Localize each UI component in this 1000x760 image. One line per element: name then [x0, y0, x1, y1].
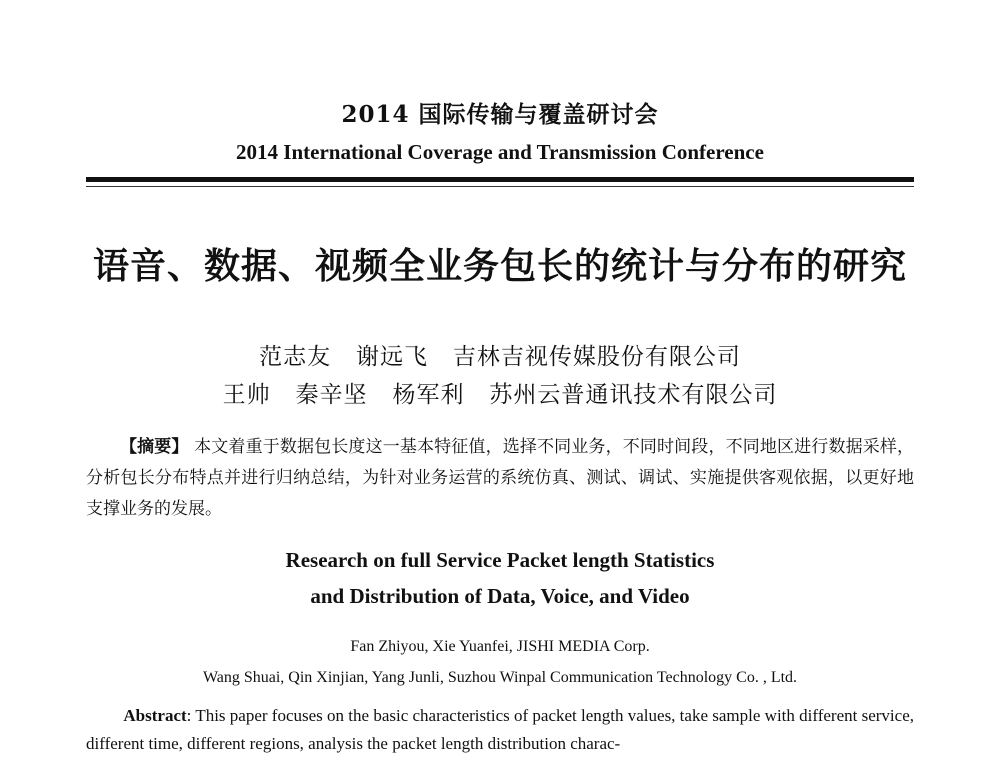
abstract-chinese-text: 本文着重于数据包长度这一基本特征值，选择不同业务，不同时间段，不同地区进行数据采样，分析包长分布特点并进行归纳总结，为针对业务运营的系统仿真、测试、调试、实施提供客观依据，以更好地支撑业务的发展。 [86, 437, 915, 519]
header-rule-thin [86, 186, 914, 187]
conference-name-chinese: 2014 国际传输与覆盖研讨会 [341, 101, 659, 128]
paper-title-chinese: 语音、数据、视频全业务包长的统计与分布的研究 [92, 246, 907, 287]
abstract-english [86, 702, 914, 758]
conference-name-english: 2014 International Coverage and Transmission Conference [236, 140, 764, 164]
paper-title-english-line-2: and Distribution of Data, Voice, and Video [310, 584, 690, 608]
header-rule-thick [86, 177, 914, 182]
paper-title-english-line-1: Research on full Service Packet length Statistics [285, 548, 715, 572]
abstract-chinese-label: 【摘要】 [120, 437, 189, 457]
abstract-english-text: : This paper focuses on the basic characteristics of packet length values, take sample with different service, different time, different regions, analysis the packet length distribution charac- [86, 706, 914, 753]
authors-line-2-chinese: 王帅 秦辛坚 杨军利 苏州云普通讯技术有限公司 [222, 382, 778, 408]
abstract-english-label: Abstract [123, 706, 187, 725]
authors-english-line-2: Wang Shuai, Qin Xinjian, Yang Junli, Suzhou Winpal Communication Technology Co. , Ltd. [202, 669, 798, 686]
authors-line-1-chinese: 范志友 谢远飞 吉林吉视传媒股份有限公司 [259, 344, 741, 370]
abstract-chinese [86, 432, 914, 525]
authors-english-line-1: Fan Zhiyou, Xie Yuanfei, JISHI MEDIA Corp. [350, 638, 650, 655]
